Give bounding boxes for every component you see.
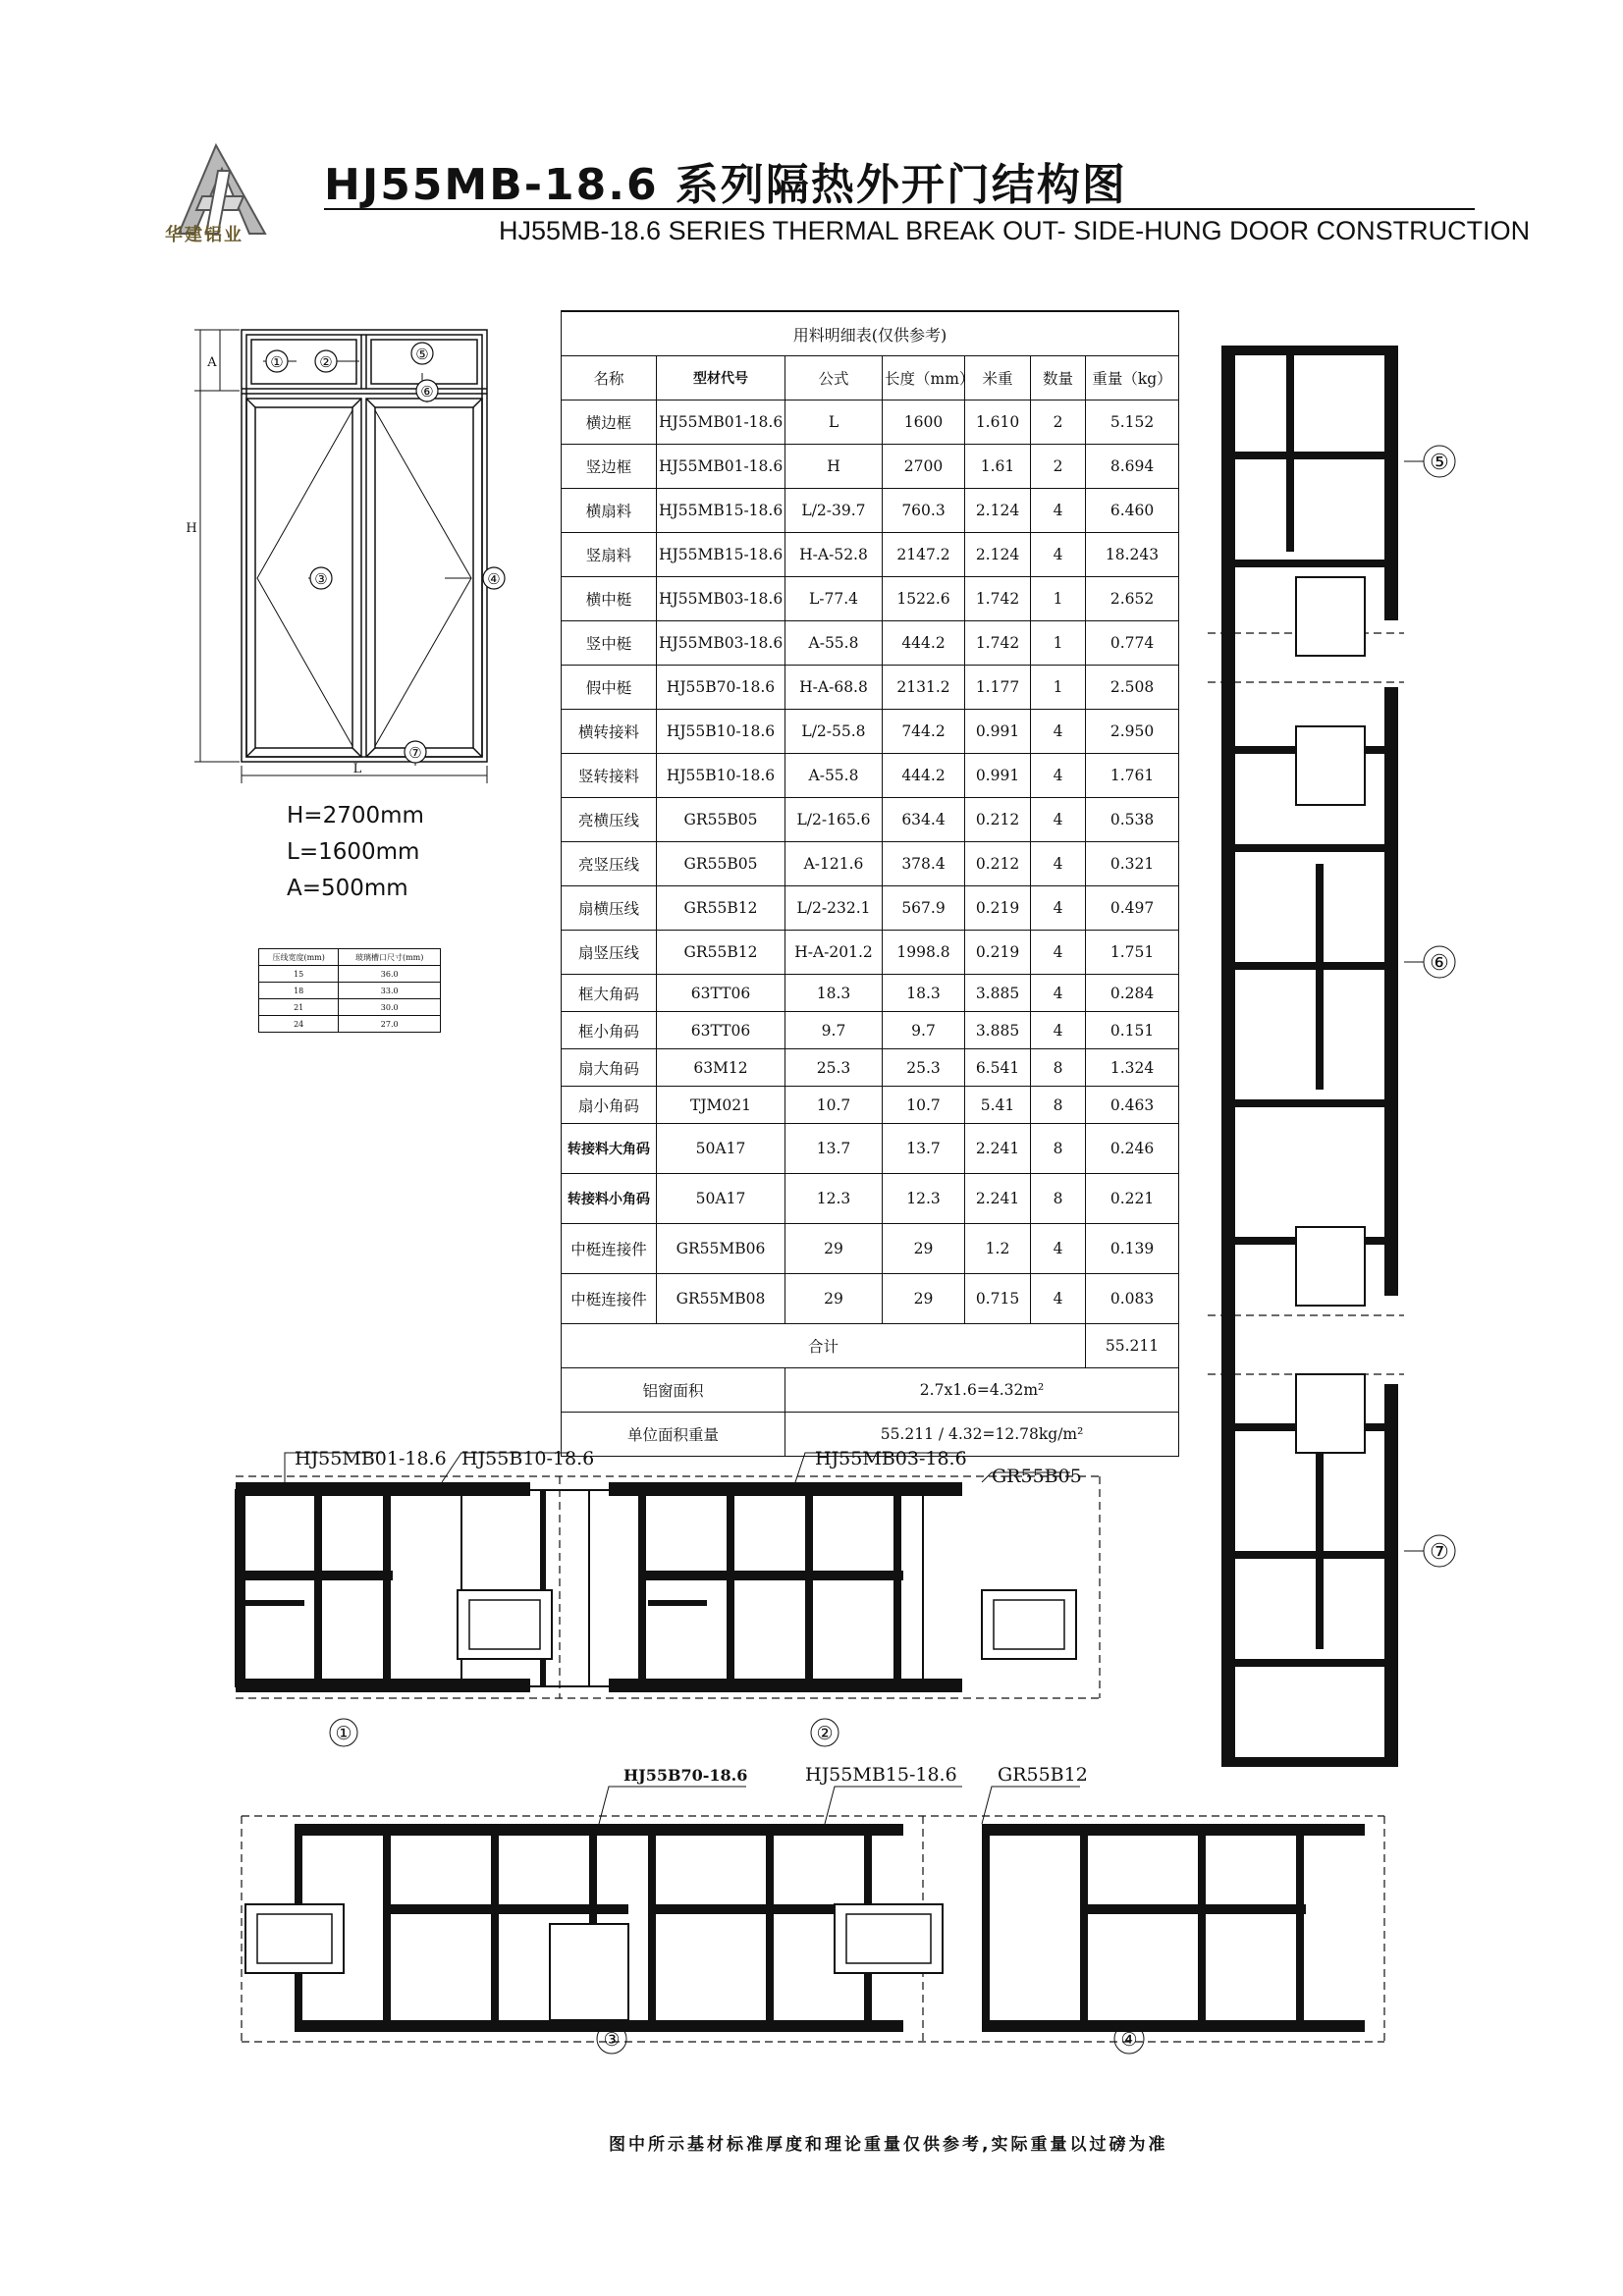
material-cell-weight: 0.221 xyxy=(1086,1174,1179,1224)
dim-label-h: H xyxy=(186,521,197,536)
material-cell-name: 亮横压线 xyxy=(562,798,657,842)
material-cell-formula: 29 xyxy=(785,1274,883,1324)
material-cell-name: 转接料小角码 xyxy=(562,1174,657,1224)
material-cell-weight: 0.151 xyxy=(1086,1012,1179,1049)
material-row xyxy=(562,1012,1179,1049)
material-cell-formula: H-A-201.2 xyxy=(785,931,883,975)
section-marker-7: ⑦ xyxy=(1430,1540,1449,1565)
material-row xyxy=(562,400,1179,445)
material-cell-length: 744.2 xyxy=(883,710,965,754)
section-label-b10: HJ55B10-18.6 xyxy=(461,1448,595,1469)
material-cell-weight: 0.538 xyxy=(1086,798,1179,842)
material-cell-code: 63TT06 xyxy=(657,1012,785,1049)
material-cell-name: 中梃连接件 xyxy=(562,1274,657,1324)
material-cell-qty: 4 xyxy=(1031,798,1086,842)
section-drawing-1-2 xyxy=(216,1448,1119,1777)
material-row xyxy=(562,621,1179,666)
gap-cell: 30.0 xyxy=(339,999,441,1016)
material-cell-unit-weight: 0.991 xyxy=(965,710,1031,754)
section-label-b05: GR55B05 xyxy=(992,1466,1082,1487)
material-cell-length: 2700 xyxy=(883,445,965,489)
material-cell-formula: A-121.6 xyxy=(785,842,883,886)
material-cell-length: 18.3 xyxy=(883,975,965,1012)
material-cell-formula: H xyxy=(785,445,883,489)
material-cell-unit-weight: 2.241 xyxy=(965,1174,1031,1224)
material-cell-name: 横边框 xyxy=(562,400,657,445)
material-cell-length: 25.3 xyxy=(883,1049,965,1087)
material-cell-code: HJ55B10-18.6 xyxy=(657,754,785,798)
gap-cell: 24 xyxy=(259,1016,339,1033)
header-qty: 数量 xyxy=(1031,356,1086,400)
material-cell-length: 29 xyxy=(883,1274,965,1324)
material-row xyxy=(562,975,1179,1012)
page-title: HJ55MB-18.6 系列隔热外开门结构图 xyxy=(324,160,1127,210)
material-cell-unit-weight: 0.991 xyxy=(965,754,1031,798)
header-formula: 公式 xyxy=(785,356,883,400)
area-value: 2.7x1.6=4.32m² xyxy=(785,1368,1179,1413)
material-cell-formula: 25.3 xyxy=(785,1049,883,1087)
elev-marker-4: ④ xyxy=(487,570,501,588)
material-cell-code: GR55B05 xyxy=(657,842,785,886)
material-cell-formula: L/2-55.8 xyxy=(785,710,883,754)
material-cell-formula: H-A-52.8 xyxy=(785,533,883,577)
material-cell-code: GR55MB08 xyxy=(657,1274,785,1324)
material-cell-name: 中梃连接件 xyxy=(562,1224,657,1274)
elev-marker-5: ⑤ xyxy=(415,346,429,363)
material-cell-qty: 2 xyxy=(1031,400,1086,445)
material-cell-qty: 4 xyxy=(1031,489,1086,533)
gap-cell: 18 xyxy=(259,983,339,999)
logo-text: 华建铝业 xyxy=(165,225,243,245)
material-cell-weight: 0.284 xyxy=(1086,975,1179,1012)
material-cell-name: 竖转接料 xyxy=(562,754,657,798)
material-cell-name: 扇小角码 xyxy=(562,1087,657,1124)
material-cell-length: 9.7 xyxy=(883,1012,965,1049)
section-label-mb01: HJ55MB01-18.6 xyxy=(295,1448,447,1469)
material-table-body xyxy=(562,400,1179,1324)
material-cell-unit-weight: 1.61 xyxy=(965,445,1031,489)
header-unit-weight: 米重 xyxy=(965,356,1031,400)
material-cell-name: 竖边框 xyxy=(562,445,657,489)
material-cell-length: 567.9 xyxy=(883,886,965,931)
material-cell-code: 50A17 xyxy=(657,1174,785,1224)
material-row xyxy=(562,1174,1179,1224)
material-cell-unit-weight: 1.177 xyxy=(965,666,1031,710)
section-label-mb03: HJ55MB03-18.6 xyxy=(815,1448,967,1469)
material-row xyxy=(562,445,1179,489)
material-cell-formula: 18.3 xyxy=(785,975,883,1012)
material-cell-qty: 4 xyxy=(1031,842,1086,886)
material-cell-qty: 8 xyxy=(1031,1174,1086,1224)
gap-cell: 36.0 xyxy=(339,966,441,983)
title-rule xyxy=(324,208,1475,210)
material-cell-name: 假中梃 xyxy=(562,666,657,710)
material-cell-length: 12.3 xyxy=(883,1174,965,1224)
material-cell-unit-weight: 3.885 xyxy=(965,975,1031,1012)
material-cell-unit-weight: 0.212 xyxy=(965,842,1031,886)
gap-header-bead: 压线宽度(mm) xyxy=(259,949,339,966)
material-cell-name: 扇竖压线 xyxy=(562,931,657,975)
material-cell-qty: 8 xyxy=(1031,1124,1086,1174)
material-cell-length: 634.4 xyxy=(883,798,965,842)
total-value: 55.211 xyxy=(1086,1324,1179,1368)
section-marker-5: ⑤ xyxy=(1430,451,1449,475)
elev-marker-1: ① xyxy=(270,353,284,371)
glazing-gap-table xyxy=(258,948,441,1033)
material-cell-weight: 2.950 xyxy=(1086,710,1179,754)
material-cell-qty: 4 xyxy=(1031,1274,1086,1324)
material-cell-qty: 4 xyxy=(1031,754,1086,798)
material-cell-unit-weight: 0.212 xyxy=(965,798,1031,842)
material-cell-code: 63TT06 xyxy=(657,975,785,1012)
material-cell-weight: 6.460 xyxy=(1086,489,1179,533)
section-label-mb15: HJ55MB15-18.6 xyxy=(805,1764,957,1786)
material-row xyxy=(562,886,1179,931)
material-cell-unit-weight: 0.219 xyxy=(965,886,1031,931)
page-subtitle: HJ55MB-18.6 SERIES THERMAL BREAK OUT- SIDE-HUNG DOOR CONSTRUCTION xyxy=(499,216,1531,245)
section-marker-6: ⑥ xyxy=(1430,951,1449,976)
material-cell-code: 50A17 xyxy=(657,1124,785,1174)
material-cell-code: HJ55MB01-18.6 xyxy=(657,400,785,445)
header-code: 型材代号 xyxy=(657,356,785,400)
material-cell-qty: 4 xyxy=(1031,1224,1086,1274)
material-table xyxy=(561,310,1179,1457)
material-cell-length: 760.3 xyxy=(883,489,965,533)
gap-cell: 27.0 xyxy=(339,1016,441,1033)
material-cell-unit-weight: 0.715 xyxy=(965,1274,1031,1324)
material-cell-weight: 1.751 xyxy=(1086,931,1179,975)
dim-length: L=1600mm xyxy=(287,839,420,865)
elev-marker-6: ⑥ xyxy=(420,383,434,400)
material-cell-name: 竖扇料 xyxy=(562,533,657,577)
material-cell-code: HJ55MB03-18.6 xyxy=(657,577,785,621)
gap-cell: 21 xyxy=(259,999,339,1016)
elev-marker-7: ⑦ xyxy=(408,744,422,762)
material-row xyxy=(562,577,1179,621)
material-cell-unit-weight: 3.885 xyxy=(965,1012,1031,1049)
material-cell-formula: 13.7 xyxy=(785,1124,883,1174)
material-cell-length: 10.7 xyxy=(883,1087,965,1124)
material-row xyxy=(562,931,1179,975)
material-cell-formula: 9.7 xyxy=(785,1012,883,1049)
material-cell-weight: 2.508 xyxy=(1086,666,1179,710)
header-length: 长度（mm） xyxy=(883,356,965,400)
material-cell-code: HJ55MB03-18.6 xyxy=(657,621,785,666)
material-cell-name: 框大角码 xyxy=(562,975,657,1012)
material-cell-weight: 0.246 xyxy=(1086,1124,1179,1174)
material-cell-weight: 2.652 xyxy=(1086,577,1179,621)
material-row xyxy=(562,1049,1179,1087)
material-cell-code: 63M12 xyxy=(657,1049,785,1087)
material-cell-unit-weight: 6.541 xyxy=(965,1049,1031,1087)
total-label: 合计 xyxy=(562,1324,1086,1368)
material-cell-length: 1998.8 xyxy=(883,931,965,975)
material-cell-name: 转接料大角码 xyxy=(562,1124,657,1174)
material-row xyxy=(562,1224,1179,1274)
material-cell-length: 444.2 xyxy=(883,621,965,666)
material-row xyxy=(562,798,1179,842)
material-cell-unit-weight: 1.2 xyxy=(965,1224,1031,1274)
vertical-section-drawing xyxy=(1208,334,1502,1787)
material-cell-weight: 0.321 xyxy=(1086,842,1179,886)
section-marker-2: ② xyxy=(816,1723,834,1744)
area-label: 铝窗面积 xyxy=(562,1368,785,1413)
elev-marker-2: ② xyxy=(319,353,333,371)
material-cell-qty: 4 xyxy=(1031,975,1086,1012)
section-marker-1: ① xyxy=(335,1723,352,1744)
material-cell-code: HJ55MB01-18.6 xyxy=(657,445,785,489)
material-cell-length: 13.7 xyxy=(883,1124,965,1174)
material-cell-weight: 5.152 xyxy=(1086,400,1179,445)
material-cell-weight: 8.694 xyxy=(1086,445,1179,489)
material-cell-name: 竖中梃 xyxy=(562,621,657,666)
dim-height: H=2700mm xyxy=(287,803,424,828)
material-cell-formula: L xyxy=(785,400,883,445)
material-cell-formula: L/2-39.7 xyxy=(785,489,883,533)
material-cell-code: HJ55MB15-18.6 xyxy=(657,533,785,577)
section-marker-4: ④ xyxy=(1120,2029,1138,2051)
material-cell-qty: 4 xyxy=(1031,931,1086,975)
material-row xyxy=(562,666,1179,710)
unit-weight-label: 单位面积重量 xyxy=(562,1413,785,1457)
material-row xyxy=(562,1124,1179,1174)
material-table-caption: 用料明细表(仅供参考) xyxy=(562,311,1179,356)
material-cell-name: 框小角码 xyxy=(562,1012,657,1049)
header-weight: 重量（kg） xyxy=(1086,356,1179,400)
material-cell-name: 横中梃 xyxy=(562,577,657,621)
material-row xyxy=(562,754,1179,798)
material-cell-weight: 0.139 xyxy=(1086,1224,1179,1274)
dim-transom: A=500mm xyxy=(287,876,408,901)
gap-cell: 33.0 xyxy=(339,983,441,999)
gap-header-slot: 玻璃槽口尺寸(mm) xyxy=(339,949,441,966)
material-cell-formula: L/2-232.1 xyxy=(785,886,883,931)
elev-marker-3: ③ xyxy=(314,570,328,588)
material-cell-qty: 8 xyxy=(1031,1049,1086,1087)
section-label-b70: HJ55B70-18.6 xyxy=(623,1766,748,1785)
material-cell-name: 横扇料 xyxy=(562,489,657,533)
header-name: 名称 xyxy=(562,356,657,400)
material-cell-unit-weight: 2.124 xyxy=(965,489,1031,533)
material-cell-unit-weight: 2.241 xyxy=(965,1124,1031,1174)
material-cell-code: GR55B12 xyxy=(657,931,785,975)
material-cell-formula: A-55.8 xyxy=(785,754,883,798)
dim-label-l: L xyxy=(352,762,362,776)
section-drawing-3-4 xyxy=(236,1757,1394,2071)
material-row xyxy=(562,710,1179,754)
material-cell-name: 扇横压线 xyxy=(562,886,657,931)
dim-label-a: A xyxy=(207,355,217,370)
material-cell-unit-weight: 0.219 xyxy=(965,931,1031,975)
material-cell-weight: 0.463 xyxy=(1086,1087,1179,1124)
material-row xyxy=(562,1274,1179,1324)
material-cell-qty: 1 xyxy=(1031,666,1086,710)
material-cell-code: GR55B12 xyxy=(657,886,785,931)
material-cell-name: 横转接料 xyxy=(562,710,657,754)
material-cell-qty: 8 xyxy=(1031,1087,1086,1124)
material-row xyxy=(562,533,1179,577)
material-cell-weight: 1.761 xyxy=(1086,754,1179,798)
material-cell-length: 378.4 xyxy=(883,842,965,886)
material-cell-qty: 1 xyxy=(1031,577,1086,621)
material-cell-code: GR55B05 xyxy=(657,798,785,842)
material-cell-name: 扇大角码 xyxy=(562,1049,657,1087)
gap-cell: 15 xyxy=(259,966,339,983)
material-cell-qty: 4 xyxy=(1031,1012,1086,1049)
material-cell-formula: H-A-68.8 xyxy=(785,666,883,710)
material-cell-formula: 12.3 xyxy=(785,1174,883,1224)
section-marker-3: ③ xyxy=(603,2029,621,2051)
material-row xyxy=(562,489,1179,533)
material-cell-qty: 2 xyxy=(1031,445,1086,489)
material-cell-unit-weight: 1.610 xyxy=(965,400,1031,445)
material-cell-code: HJ55B10-18.6 xyxy=(657,710,785,754)
material-row xyxy=(562,1087,1179,1124)
material-cell-length: 2147.2 xyxy=(883,533,965,577)
material-cell-weight: 0.497 xyxy=(1086,886,1179,931)
material-cell-formula: 29 xyxy=(785,1224,883,1274)
material-cell-code: HJ55B70-18.6 xyxy=(657,666,785,710)
material-cell-code: TJM021 xyxy=(657,1087,785,1124)
material-cell-formula: L-77.4 xyxy=(785,577,883,621)
material-row xyxy=(562,842,1179,886)
material-cell-weight: 0.774 xyxy=(1086,621,1179,666)
material-cell-length: 29 xyxy=(883,1224,965,1274)
door-elevation xyxy=(187,322,511,793)
material-cell-unit-weight: 1.742 xyxy=(965,577,1031,621)
material-cell-code: HJ55MB15-18.6 xyxy=(657,489,785,533)
material-cell-length: 1600 xyxy=(883,400,965,445)
material-cell-qty: 1 xyxy=(1031,621,1086,666)
material-cell-qty: 4 xyxy=(1031,886,1086,931)
material-cell-unit-weight: 1.742 xyxy=(965,621,1031,666)
material-cell-length: 444.2 xyxy=(883,754,965,798)
material-cell-length: 1522.6 xyxy=(883,577,965,621)
material-cell-weight: 1.324 xyxy=(1086,1049,1179,1087)
material-cell-name: 亮竖压线 xyxy=(562,842,657,886)
material-cell-code: GR55MB06 xyxy=(657,1224,785,1274)
material-cell-unit-weight: 5.41 xyxy=(965,1087,1031,1124)
material-cell-qty: 4 xyxy=(1031,533,1086,577)
material-cell-formula: 10.7 xyxy=(785,1087,883,1124)
material-cell-unit-weight: 2.124 xyxy=(965,533,1031,577)
material-cell-formula: L/2-165.6 xyxy=(785,798,883,842)
material-cell-formula: A-55.8 xyxy=(785,621,883,666)
material-cell-weight: 18.243 xyxy=(1086,533,1179,577)
unit-weight-value: 55.211 / 4.32=12.78kg/m² xyxy=(785,1413,1179,1457)
material-cell-length: 2131.2 xyxy=(883,666,965,710)
section-label-b12: GR55B12 xyxy=(998,1764,1088,1786)
material-cell-weight: 0.083 xyxy=(1086,1274,1179,1324)
footer-note: 图中所示基材标准厚度和理论重量仅供参考,实际重量以过磅为准 xyxy=(609,2135,1168,2155)
material-cell-qty: 4 xyxy=(1031,710,1086,754)
